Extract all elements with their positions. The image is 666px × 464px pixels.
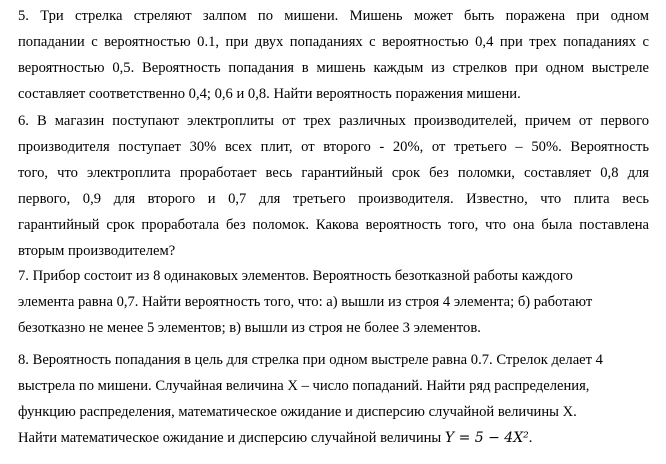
problem-8-line-2: выстрела по мишени. Случайная величина X – число попаданий. Найти ряд распределения, (18, 378, 590, 394)
problem-5-line-4: составляет соответственно 0,4; 0,6 и 0,8. Найти вероятность поражения мишени. (18, 86, 521, 102)
problem-7-line-2: элемента равна 0,7. Найти вероятность того, что: а) вышли из строя 4 элемента; б) работают (18, 294, 593, 310)
problem-8-line-4 (18, 425, 649, 451)
problem-8-line-1: 8. Вероятность попадания в цель для стрелка при одном выстреле равна 0.7. Стрелок делает 4 (18, 352, 603, 368)
problem-6-line-2: производителя поступает 30% всех плит, от второго - 20%, от третьего – 50%. Вероятность (18, 139, 649, 155)
problem-5-line-1: 5. Три стрелка стреляют залпом по мишени. Мишень может быть поражена при одном (18, 8, 649, 24)
problem-6-line-4: первого, 0,9 для второго и 0,7 для третьего производителя. Известно, что плита весь (18, 191, 649, 207)
problem-6-line-6: вторым производителем? (18, 243, 176, 259)
formula-end: . (528, 430, 533, 446)
problem-6-line-1: 6. В магазин поступают электроплиты от трех различных производителей, причем от первого (18, 113, 649, 129)
problem-7-line-1: 7. Прибор состоит из 8 одинаковых элементов. Вероятность безотказной работы каждого (18, 268, 573, 284)
problem-7 (18, 263, 649, 341)
problem-5-line-3: вероятностью 0,5. Вероятность попадания в мишень каждым из стрелков при одном выстреле (18, 60, 649, 76)
problem-5-line-2: попадании с вероятностью 0.1, при двух попаданиях с вероятностью 0,4 при трех попаданиях с (18, 34, 649, 50)
problem-6-line-3: того, что электроплита проработает весь гарантийный срок без поломки, составляет 0,8 для (18, 165, 649, 181)
problem-7-line-3: безотказно не менее 5 элементов; в) вышли из строя не более 3 элементов. (18, 320, 481, 336)
problem-8-line-4-text: Найти математическое ожидание и дисперсию случайной величины (18, 430, 445, 446)
problem-8 (18, 347, 649, 451)
problem-6 (18, 108, 649, 264)
problem-5 (18, 3, 649, 107)
problem-8-line-3: функцию распределения, математическое ожидание и дисперсию случайной величины X. (18, 404, 577, 420)
problem-6-line-5: гарантийный срок проработала без поломок. Какова вероятность того, что она была поставлена (18, 217, 649, 233)
formula-y: Y = 5 − 4X² (444, 430, 529, 446)
